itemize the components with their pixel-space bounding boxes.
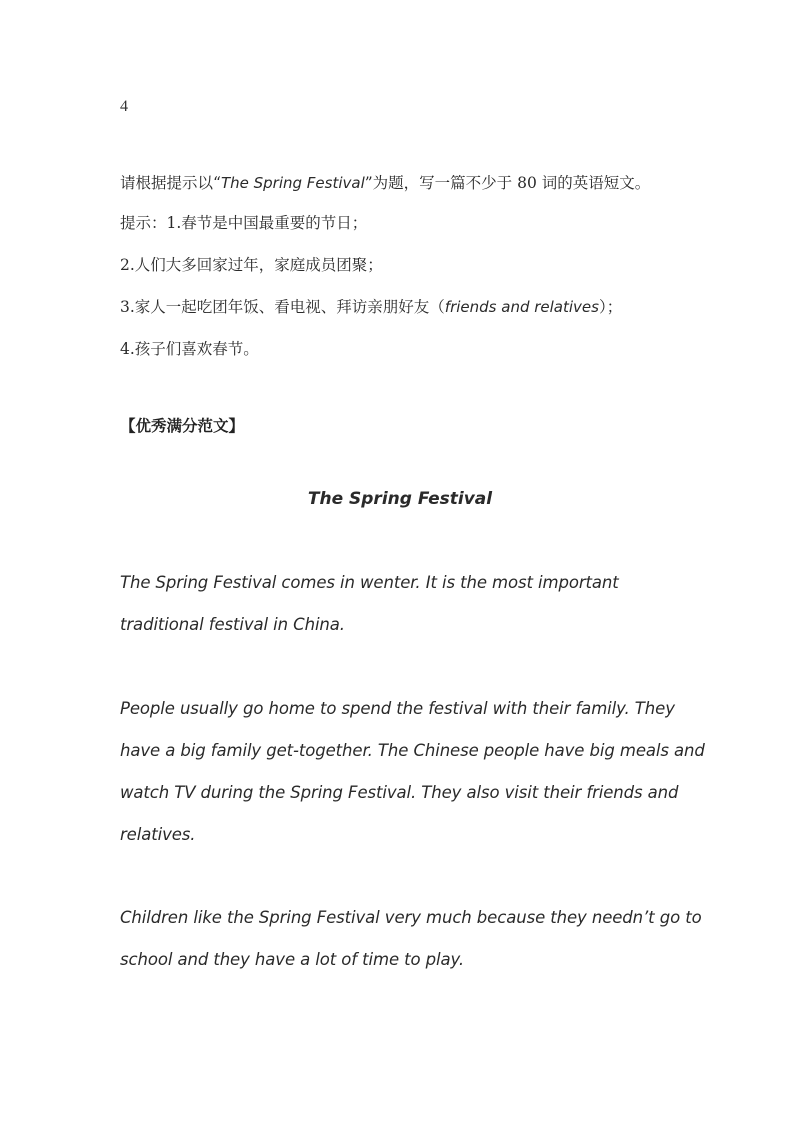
prompt-hint-2: 2.人们大多回家过年，家庭成员团聚； bbox=[120, 256, 383, 274]
essay-title: The Spring Festival bbox=[307, 489, 493, 509]
essay-paragraph-1 bbox=[120, 562, 686, 646]
page-number: 4 bbox=[120, 98, 128, 115]
prompt-hint-3 bbox=[120, 296, 622, 318]
essay-line: Children like the Spring Festival very much because they needn’t go to bbox=[120, 908, 702, 927]
essay-line: relatives. bbox=[120, 825, 196, 844]
essay-paragraph-2 bbox=[120, 688, 705, 856]
prompt-hint-1: 提示：1.春节是中国最重要的节日； bbox=[120, 214, 368, 232]
prompt-instruction-after: ”为题，写一篇不少于 80 词的英语短文。 bbox=[364, 174, 651, 192]
prompt-hint-3-english: friends and relatives bbox=[444, 298, 599, 316]
essay-line: The Spring Festival comes in wenter. It is the most important bbox=[120, 573, 619, 592]
essay-line: People usually go home to spend the festival with their family. They bbox=[120, 699, 675, 718]
section-heading: 【优秀满分范文】 bbox=[120, 416, 245, 435]
prompt-instruction-english: The Spring Festival bbox=[220, 174, 365, 192]
prompt-hint-3-after: ）； bbox=[598, 298, 623, 316]
prompt-instruction bbox=[120, 172, 650, 194]
essay-line: have a big family get-together. The Chinese people have big meals and bbox=[120, 741, 705, 760]
prompt-hint-3-before: 3.家人一起吃团年饭、看电视、拜访亲朋好友（ bbox=[120, 298, 445, 316]
essay-line: school and they have a lot of time to play. bbox=[120, 950, 465, 969]
prompt-hint-4: 4.孩子们喜欢春节。 bbox=[120, 340, 259, 358]
prompt-instruction-before: 请根据提示以“ bbox=[120, 174, 221, 192]
essay-line: traditional festival in China. bbox=[120, 615, 345, 634]
essay-paragraph-3 bbox=[120, 897, 702, 981]
essay-line: watch TV during the Spring Festival. They also visit their friends and bbox=[120, 783, 679, 802]
